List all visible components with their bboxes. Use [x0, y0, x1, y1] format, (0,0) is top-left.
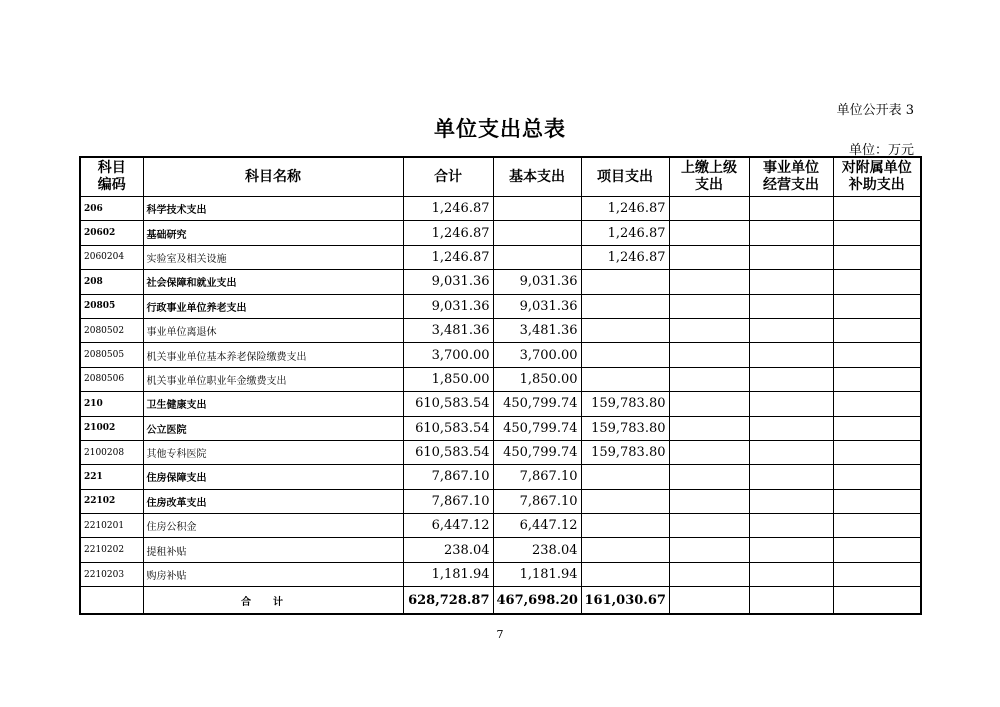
cell-basic: 1,181.94	[493, 562, 581, 586]
table-row	[80, 318, 921, 342]
header-basic: 基本支出	[493, 157, 581, 197]
cell-total: 7,867.10	[403, 489, 493, 513]
cell-upper	[669, 294, 749, 318]
cell-code: 221	[80, 465, 143, 489]
cell-total: 1,246.87	[403, 221, 493, 245]
cell-name: 提租补贴	[143, 538, 403, 562]
cell-upper	[669, 318, 749, 342]
cell-basic	[493, 197, 581, 221]
cell-code: 210	[80, 392, 143, 416]
cell-name: 实验室及相关设施	[143, 245, 403, 269]
table-row	[80, 197, 921, 221]
header-code: 科目 编码	[80, 157, 143, 197]
cell-sub	[833, 197, 921, 221]
cell-biz	[749, 465, 833, 489]
cell-project	[581, 318, 669, 342]
header-name: 科目名称	[143, 157, 403, 197]
table-row	[80, 245, 921, 269]
cell-upper	[669, 440, 749, 464]
cell-project	[581, 489, 669, 513]
cell-basic: 467,698.20	[493, 587, 581, 615]
header-biz: 事业单位 经营支出	[749, 157, 833, 197]
cell-total: 1,246.87	[403, 245, 493, 269]
cell-sub	[833, 367, 921, 391]
cell-biz	[749, 587, 833, 615]
cell-project: 159,783.80	[581, 416, 669, 440]
cell-upper	[669, 392, 749, 416]
cell-upper	[669, 197, 749, 221]
page-title: 单位支出总表	[434, 116, 566, 141]
page-number: 7	[496, 628, 504, 641]
cell-name: 科学技术支出	[143, 197, 403, 221]
cell-upper	[669, 514, 749, 538]
cell-biz	[749, 392, 833, 416]
cell-name: 基础研究	[143, 221, 403, 245]
cell-name: 行政事业单位养老支出	[143, 294, 403, 318]
cell-basic: 6,447.12	[493, 514, 581, 538]
cell-biz	[749, 343, 833, 367]
cell-name: 公立医院	[143, 416, 403, 440]
unit-label: 单位：万元	[848, 143, 914, 158]
cell-name: 卫生健康支出	[143, 392, 403, 416]
cell-biz	[749, 416, 833, 440]
table-header-row	[80, 157, 921, 197]
cell-sub	[833, 587, 921, 615]
cell-biz	[749, 270, 833, 294]
cell-basic: 7,867.10	[493, 489, 581, 513]
cell-basic: 450,799.74	[493, 392, 581, 416]
cell-code: 2210201	[80, 514, 143, 538]
cell-name: 机关事业单位基本养老保险缴费支出	[143, 343, 403, 367]
header-total: 合计	[403, 157, 493, 197]
cell-project: 159,783.80	[581, 392, 669, 416]
table-row	[80, 221, 921, 245]
cell-sub	[833, 343, 921, 367]
total-label: 合计	[143, 587, 403, 615]
cell-code: 20805	[80, 294, 143, 318]
cell-total: 9,031.36	[403, 270, 493, 294]
cell-project: 161,030.67	[581, 587, 669, 615]
cell-sub	[833, 562, 921, 586]
cell-code: 20602	[80, 221, 143, 245]
header-project: 项目支出	[581, 157, 669, 197]
cell-total: 1,246.87	[403, 197, 493, 221]
cell-basic: 3,700.00	[493, 343, 581, 367]
cell-upper	[669, 343, 749, 367]
cell-sub	[833, 489, 921, 513]
cell-project	[581, 465, 669, 489]
cell-biz	[749, 197, 833, 221]
cell-code: 2210203	[80, 562, 143, 586]
cell-upper	[669, 538, 749, 562]
cell-upper	[669, 221, 749, 245]
cell-total: 6,447.12	[403, 514, 493, 538]
cell-project	[581, 538, 669, 562]
cell-total: 628,728.87	[403, 587, 493, 615]
table-row	[80, 465, 921, 489]
form-number: 单位公开表 3	[836, 103, 914, 118]
cell-basic: 3,481.36	[493, 318, 581, 342]
cell-total: 610,583.54	[403, 440, 493, 464]
cell-biz	[749, 489, 833, 513]
cell-name: 社会保障和就业支出	[143, 270, 403, 294]
cell-biz	[749, 440, 833, 464]
cell-name: 住房保障支出	[143, 465, 403, 489]
cell-sub	[833, 465, 921, 489]
cell-code: 2100208	[80, 440, 143, 464]
cell-biz	[749, 538, 833, 562]
cell-project	[581, 562, 669, 586]
cell-sub	[833, 245, 921, 269]
cell-name: 机关事业单位职业年金缴费支出	[143, 367, 403, 391]
cell-upper	[669, 465, 749, 489]
header-sub: 对附属单位 补助支出	[833, 157, 921, 197]
table-row	[80, 538, 921, 562]
cell-total: 238.04	[403, 538, 493, 562]
cell-upper	[669, 489, 749, 513]
cell-biz	[749, 562, 833, 586]
cell-total: 1,181.94	[403, 562, 493, 586]
cell-total: 7,867.10	[403, 465, 493, 489]
cell-sub	[833, 514, 921, 538]
cell-upper	[669, 416, 749, 440]
cell-code: 208	[80, 270, 143, 294]
cell-basic	[493, 245, 581, 269]
cell-sub	[833, 538, 921, 562]
cell-total: 610,583.54	[403, 392, 493, 416]
table-row	[80, 270, 921, 294]
cell-sub	[833, 294, 921, 318]
cell-sub	[833, 416, 921, 440]
table-row	[80, 440, 921, 464]
cell-sub	[833, 270, 921, 294]
table-row	[80, 392, 921, 416]
cell-code: 22102	[80, 489, 143, 513]
total-row	[80, 587, 921, 615]
cell-upper	[669, 245, 749, 269]
cell-biz	[749, 221, 833, 245]
cell-project	[581, 367, 669, 391]
table-row	[80, 367, 921, 391]
table-row	[80, 489, 921, 513]
table-row	[80, 562, 921, 586]
cell-total: 3,481.36	[403, 318, 493, 342]
cell-project: 1,246.87	[581, 221, 669, 245]
cell-name: 住房公积金	[143, 514, 403, 538]
cell-total: 1,850.00	[403, 367, 493, 391]
cell-name: 事业单位离退休	[143, 318, 403, 342]
cell-code: 2080502	[80, 318, 143, 342]
cell-basic: 450,799.74	[493, 416, 581, 440]
cell-upper	[669, 270, 749, 294]
cell-project	[581, 514, 669, 538]
cell-project	[581, 294, 669, 318]
cell-basic	[493, 221, 581, 245]
cell-code: 2080505	[80, 343, 143, 367]
cell-code: 2210202	[80, 538, 143, 562]
cell-code: 206	[80, 197, 143, 221]
cell-project	[581, 270, 669, 294]
cell-basic: 1,850.00	[493, 367, 581, 391]
cell-upper	[669, 367, 749, 391]
cell-basic: 9,031.36	[493, 294, 581, 318]
cell-biz	[749, 514, 833, 538]
cell-name: 住房改革支出	[143, 489, 403, 513]
cell-upper	[669, 587, 749, 615]
cell-sub	[833, 392, 921, 416]
cell-code: 2060204	[80, 245, 143, 269]
cell-biz	[749, 318, 833, 342]
cell-basic: 9,031.36	[493, 270, 581, 294]
cell-basic: 450,799.74	[493, 440, 581, 464]
cell-biz	[749, 367, 833, 391]
cell-code: 21002	[80, 416, 143, 440]
cell-code	[80, 587, 143, 615]
cell-project: 159,783.80	[581, 440, 669, 464]
cell-biz	[749, 294, 833, 318]
cell-upper	[669, 562, 749, 586]
cell-total: 9,031.36	[403, 294, 493, 318]
table-row	[80, 416, 921, 440]
cell-total: 3,700.00	[403, 343, 493, 367]
table-row	[80, 294, 921, 318]
cell-sub	[833, 221, 921, 245]
cell-biz	[749, 245, 833, 269]
header-upper: 上缴上级 支出	[669, 157, 749, 197]
cell-name: 其他专科医院	[143, 440, 403, 464]
table-row	[80, 343, 921, 367]
cell-project	[581, 343, 669, 367]
cell-sub	[833, 440, 921, 464]
cell-project: 1,246.87	[581, 197, 669, 221]
cell-basic: 238.04	[493, 538, 581, 562]
cell-basic: 7,867.10	[493, 465, 581, 489]
cell-project: 1,246.87	[581, 245, 669, 269]
cell-sub	[833, 318, 921, 342]
cell-name: 购房补贴	[143, 562, 403, 586]
cell-code: 2080506	[80, 367, 143, 391]
cell-total: 610,583.54	[403, 416, 493, 440]
table-row	[80, 514, 921, 538]
expenditure-table	[79, 156, 922, 615]
